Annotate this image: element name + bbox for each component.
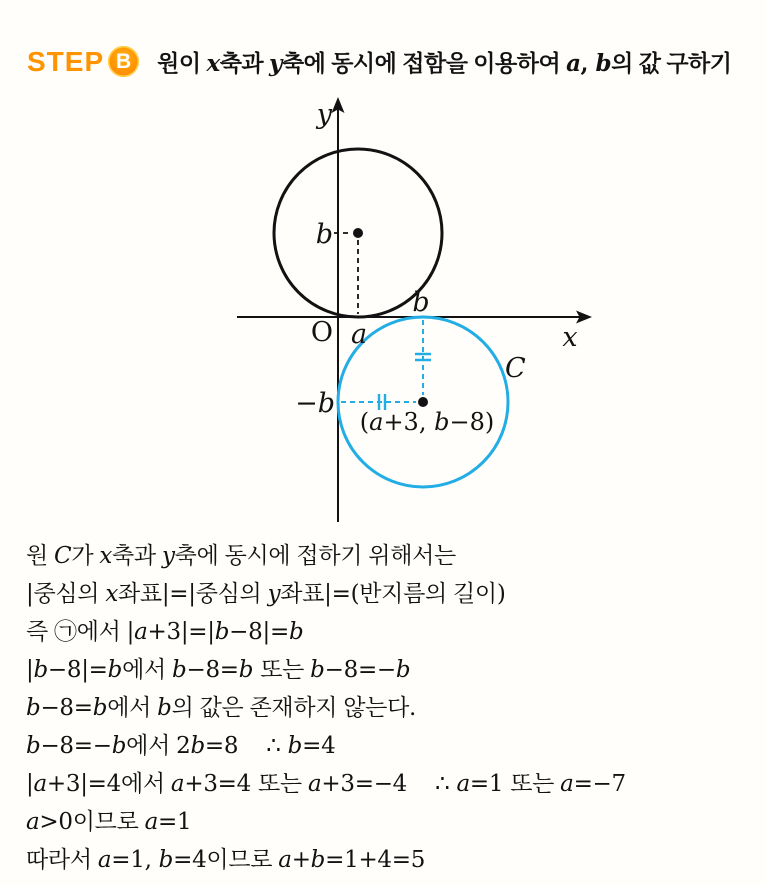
solution-line: |중심의 x좌표|=|중심의 y좌표|=(반지름의 길이) [26,580,506,607]
solution-line: b−8=b에서 b의 값은 존재하지 않는다. [26,694,417,721]
y-axis-label: y [316,99,332,130]
circle-center-coordinates: (a+3, b−8) [359,408,495,436]
solution-line: |b−8|=b에서 b−8=b 또는 b−8=−b [26,656,411,683]
solution-line: a>0이므로 a=1 [26,808,192,835]
solution-line: b−8=−b에서 2b=8 ∴ b=4 [26,732,336,759]
solution-line: |a+3|=4에서 a+3=4 또는 a+3=−4 ∴ a=1 또는 a=−7 [26,770,626,797]
b-black-center-label: b [315,219,333,250]
coordinate-diagram [0,90,766,535]
solution-line: 따라서 a=1, b=4이므로 a+b=1+4=5 [26,846,426,873]
diagram-canvas [0,90,766,535]
solution-line: 즉 ㉠에서 |a+3|=|b−8|=b [26,618,304,645]
step-header [27,45,731,78]
solution-line: 원 C가 x축과 y축에 동시에 접하기 위해서는 [26,542,456,569]
step-label: STEP [27,45,105,77]
b-cyan-tangent-label: b [412,287,430,318]
minus-b-label: −b [295,388,335,419]
page-title: 원이 x축과 y축에 동시에 접함을 이용하여 a, b의 값 구하기 [157,50,732,77]
black-circle-center-dot [353,228,363,238]
step-b-badge-icon: B [108,46,139,77]
origin-label: O [310,317,333,348]
a-tangent-label: a [350,319,368,350]
x-axis-label: x [562,322,578,353]
solution-body [26,536,756,878]
cyan-circle-center-dot [418,397,428,407]
circle-C-label: C [505,353,526,384]
